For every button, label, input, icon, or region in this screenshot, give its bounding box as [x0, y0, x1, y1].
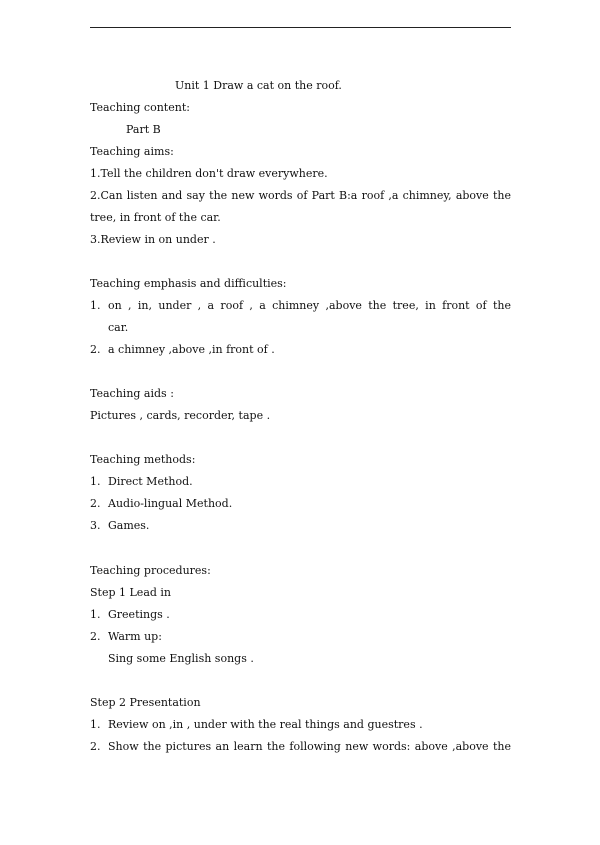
- method-2-number: 2.: [90, 497, 101, 510]
- aids-label: Teaching aids :: [90, 387, 174, 400]
- methods-label: Teaching methods:: [90, 453, 196, 466]
- step-1-item-2-number: 2.: [90, 630, 101, 643]
- part-label: Part B: [126, 123, 161, 136]
- step-2-item-1-number: 1.: [90, 718, 101, 731]
- header-rule: [90, 27, 511, 28]
- emphasis-2-text: a chimney ,above ,in front of .: [108, 343, 275, 356]
- method-2-text: Audio-lingual Method.: [108, 497, 233, 510]
- aim-1: 1.Tell the children don't draw everywhere.: [90, 167, 328, 180]
- emphasis-2-number: 2.: [90, 343, 101, 356]
- step-1-item-1-text: Greetings .: [108, 608, 170, 621]
- step-2-item-1-text: Review on ,in , under with the real things and guestres .: [108, 718, 423, 731]
- emphasis-label: Teaching emphasis and difficulties:: [90, 277, 287, 290]
- method-3-text: Games.: [108, 519, 150, 532]
- aim-2: [90, 189, 515, 203]
- step-2-heading: Step 2 Presentation: [90, 696, 201, 709]
- step-1-item-2-detail: Sing some English songs .: [108, 652, 254, 665]
- step-1-item-1-number: 1.: [90, 608, 101, 621]
- emphasis-1-continued: car.: [108, 321, 129, 334]
- procedures-label: Teaching procedures:: [90, 564, 211, 577]
- step-2-item-2-text: Show the pictures an learn the following new words: above ,above the: [108, 740, 511, 753]
- step-1-heading: Step 1 Lead in: [90, 586, 172, 599]
- unit-title: Unit 1 Draw a cat on the roof.: [175, 79, 342, 92]
- aim-2-text: 2.Can listen and say the new words of Part B:a roof ,a chimney, above the: [90, 189, 511, 202]
- step-2-item-2-number: 2.: [90, 740, 101, 753]
- aim-3: 3.Review in on under .: [90, 233, 216, 246]
- step-1-item-2-text: Warm up:: [108, 630, 162, 643]
- aim-2-continued: tree, in front of the car.: [90, 211, 221, 224]
- emphasis-1-text: on , in, under , a roof , a chimney ,above the tree, in front of the: [108, 299, 511, 312]
- method-3-number: 3.: [90, 519, 101, 532]
- method-1-number: 1.: [90, 475, 101, 488]
- emphasis-1-number: 1.: [90, 299, 101, 312]
- teaching-content-label: Teaching content:: [90, 101, 190, 114]
- teaching-aims-label: Teaching aims:: [90, 145, 174, 158]
- method-1-text: Direct Method.: [108, 475, 193, 488]
- aids-list: Pictures , cards, recorder, tape .: [90, 409, 271, 422]
